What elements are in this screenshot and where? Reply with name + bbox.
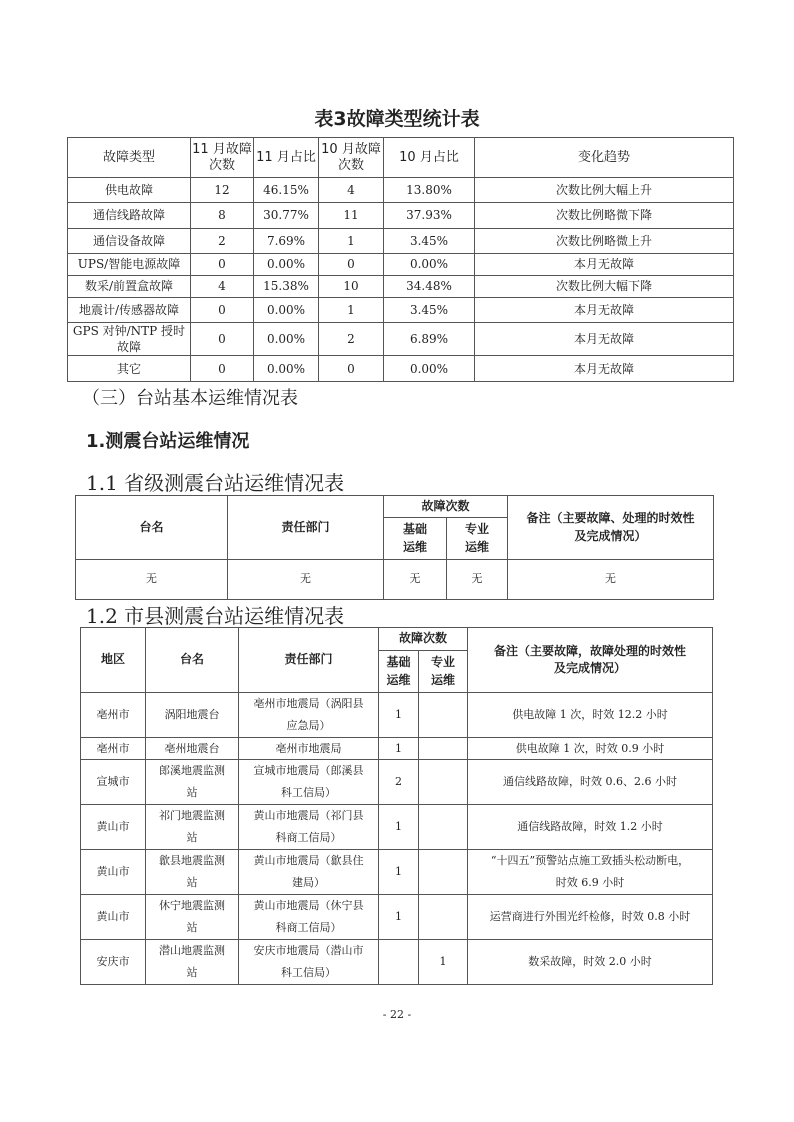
cell — [419, 805, 468, 850]
cell: 黄山市 — [81, 805, 146, 850]
cell: 郎溪地震监测 站 — [146, 760, 239, 805]
cell: 黄山市 — [81, 850, 146, 895]
cell: 30.77% — [254, 203, 319, 229]
cell: 4 — [319, 178, 384, 203]
cell: 其它 — [68, 356, 191, 382]
cell: 地震计/传感器故障 — [68, 298, 191, 323]
cell: 无 — [384, 560, 447, 600]
header-cell: 故障次数 — [379, 628, 468, 651]
cell: 0 — [191, 356, 254, 382]
cell: 休宁地震监测 站 — [146, 895, 239, 940]
cell: 宣城市 — [81, 760, 146, 805]
cell: 0 — [319, 356, 384, 382]
cell: 0 — [191, 298, 254, 323]
header-cell: 故障类型 — [68, 138, 191, 178]
cell: 6.89% — [384, 323, 475, 356]
cell: “十四五”预警站点施工致插头松动断电， 时效 6.9 小时 — [468, 850, 713, 895]
cell: 无 — [76, 560, 228, 600]
table-row — [68, 229, 734, 254]
cell: 本月无故障 — [475, 298, 734, 323]
header-cell: 专业 运维 — [419, 651, 468, 693]
city-county-station-table — [80, 627, 713, 985]
cell: 7.69% — [254, 229, 319, 254]
cell: 次数比例大幅上升 — [475, 178, 734, 203]
cell: 0.00% — [254, 254, 319, 276]
header-cell: 地区 — [81, 628, 146, 693]
provincial-station-table — [75, 495, 714, 600]
cell: 黄山市地震局（祁门县 科商工信局） — [239, 805, 379, 850]
cell: 1 — [379, 805, 419, 850]
table3-title: 表3故障类型统计表 — [314, 108, 480, 130]
header-cell: 台名 — [146, 628, 239, 693]
cell — [419, 693, 468, 738]
cell: 供电故障 1 次，时效 0.9 小时 — [468, 738, 713, 760]
table-row — [81, 760, 713, 805]
cell: 通信设备故障 — [68, 229, 191, 254]
cell: 无 — [228, 560, 384, 600]
cell — [419, 895, 468, 940]
cell: 12 — [191, 178, 254, 203]
header-cell: 11 月占比 — [254, 138, 319, 178]
cell — [419, 850, 468, 895]
cell: 亳州市 — [81, 738, 146, 760]
header-cell: 10 月故障 次数 — [319, 138, 384, 178]
cell — [419, 738, 468, 760]
cell: 亳州地震台 — [146, 738, 239, 760]
cell: 15.38% — [254, 276, 319, 298]
cell: 37.93% — [384, 203, 475, 229]
cell: 数采故障，时效 2.0 小时 — [468, 940, 713, 985]
table-row — [81, 895, 713, 940]
header-cell: 专业 运维 — [447, 518, 508, 560]
cell: 1 — [319, 298, 384, 323]
cell — [419, 760, 468, 805]
table-row — [68, 356, 734, 382]
table-row — [81, 693, 713, 738]
cell: 46.15% — [254, 178, 319, 203]
cell: 安庆市 — [81, 940, 146, 985]
cell: 0 — [191, 254, 254, 276]
header-cell: 变化趋势 — [475, 138, 734, 178]
header-cell: 基础 运维 — [379, 651, 419, 693]
cell: 黄山市 — [81, 895, 146, 940]
cell: 2 — [319, 323, 384, 356]
cell: 0 — [319, 254, 384, 276]
header-cell: 责任部门 — [239, 628, 379, 693]
cell: 数采/前置盒故障 — [68, 276, 191, 298]
cell: 3.45% — [384, 229, 475, 254]
table12-title: 1.2 市县测震台站运维情况表 — [86, 604, 345, 628]
cell: 4 — [191, 276, 254, 298]
table-row — [68, 203, 734, 229]
table-row — [81, 940, 713, 985]
table-row — [68, 276, 734, 298]
cell: 通信线路故障 — [68, 203, 191, 229]
cell: 0.00% — [254, 298, 319, 323]
cell — [379, 940, 419, 985]
table-row — [68, 298, 734, 323]
cell: 亳州市 — [81, 693, 146, 738]
cell: 10 — [319, 276, 384, 298]
cell: 本月无故障 — [475, 254, 734, 276]
cell: 本月无故障 — [475, 323, 734, 356]
cell: 1 — [379, 895, 419, 940]
cell: 次数比例大幅下降 — [475, 276, 734, 298]
cell: 无 — [508, 560, 714, 600]
cell: 1 — [319, 229, 384, 254]
cell: 0.00% — [254, 356, 319, 382]
cell: 8 — [191, 203, 254, 229]
cell: 13.80% — [384, 178, 475, 203]
table-row — [81, 850, 713, 895]
cell: 11 — [319, 203, 384, 229]
cell: 通信线路故障，时效 0.6、2.6 小时 — [468, 760, 713, 805]
cell: 安庆市地震局（潜山市 科工信局） — [239, 940, 379, 985]
cell: 次数比例略微上升 — [475, 229, 734, 254]
cell: 0.00% — [384, 254, 475, 276]
header-cell: 11 月故障 次数 — [191, 138, 254, 178]
section-heading: （三）台站基本运维情况表 — [82, 388, 298, 409]
cell: 祁门地震监测 站 — [146, 805, 239, 850]
cell: 黄山市地震局（歙县住 建局） — [239, 850, 379, 895]
table11-title: 1.1 省级测震台站运维情况表 — [86, 471, 345, 495]
cell: 0 — [191, 323, 254, 356]
cell: 宣城市地震局（郎溪县 科工信局） — [239, 760, 379, 805]
header-cell: 基础 运维 — [384, 518, 447, 560]
cell: 0.00% — [254, 323, 319, 356]
header-cell: 10 月占比 — [384, 138, 475, 178]
table-row — [68, 178, 734, 203]
header-cell: 责任部门 — [228, 496, 384, 560]
cell: 供电故障 — [68, 178, 191, 203]
cell: 3.45% — [384, 298, 475, 323]
table-row — [81, 805, 713, 850]
header-cell: 故障次数 — [384, 496, 508, 518]
table-row — [68, 254, 734, 276]
cell: 供电故障 1 次，时效 12.2 小时 — [468, 693, 713, 738]
header-cell: 备注（主要故障、处理的时效性 及完成情况） — [508, 496, 714, 560]
cell: 歙县地震监测 站 — [146, 850, 239, 895]
cell: 涡阳地震台 — [146, 693, 239, 738]
header-cell: 备注（主要故障，故障处理的时效性 及完成情况） — [468, 628, 713, 693]
table-row — [76, 560, 714, 600]
cell: 1 — [379, 693, 419, 738]
cell: UPS/智能电源故障 — [68, 254, 191, 276]
cell: 无 — [447, 560, 508, 600]
cell: 0.00% — [384, 356, 475, 382]
cell: 本月无故障 — [475, 356, 734, 382]
cell: 黄山市地震局（休宁县 科商工信局） — [239, 895, 379, 940]
table-row — [68, 323, 734, 356]
cell: 1 — [379, 738, 419, 760]
cell: 2 — [379, 760, 419, 805]
fault-type-table — [67, 137, 734, 382]
cell: 1 — [419, 940, 468, 985]
table-row — [81, 738, 713, 760]
cell: GPS 对钟/NTP 授时故障 — [68, 323, 191, 356]
cell: 亳州市地震局 — [239, 738, 379, 760]
cell: 34.48% — [384, 276, 475, 298]
subsection-heading: 1.测震台站运维情况 — [86, 431, 250, 452]
cell: 1 — [379, 850, 419, 895]
cell: 2 — [191, 229, 254, 254]
cell: 潜山地震监测 站 — [146, 940, 239, 985]
header-cell: 台名 — [76, 496, 228, 560]
cell: 运营商进行外围光纤检修，时效 0.8 小时 — [468, 895, 713, 940]
cell: 通信线路故障，时效 1.2 小时 — [468, 805, 713, 850]
cell: 次数比例略微下降 — [475, 203, 734, 229]
cell: 亳州市地震局（涡阳县 应急局） — [239, 693, 379, 738]
page-number: - 22 - — [382, 1008, 412, 1021]
